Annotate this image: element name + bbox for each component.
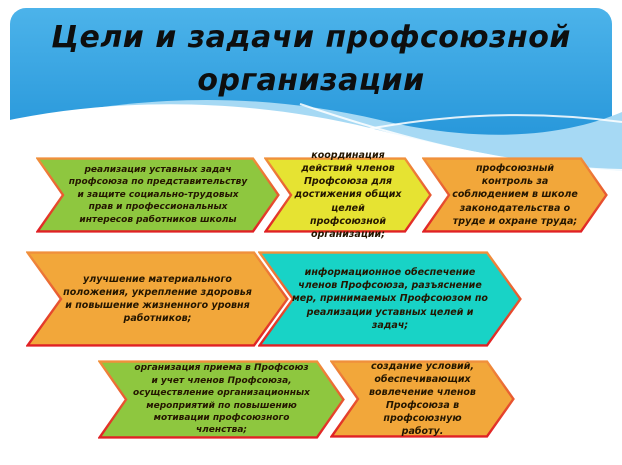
- goal-arrow-wellbeing: [26, 251, 289, 347]
- slide-title-line-2: организации: [197, 63, 425, 98]
- goal-arrow-labor-control: [422, 157, 608, 233]
- goal-arrow-information: [258, 251, 522, 347]
- goal-arrow-text: информационное обеспечение членов Профсоюза, разъяснение мер, принимаемых Профсоюзом по реализации уставных целей и задач;: [292, 267, 488, 331]
- goal-arrow-text: профсоюзный контроль за соблюдением в школе законодательства о труде и охране труда;: [452, 163, 578, 227]
- goal-arrow-text: улучшение материального положения, укрепление здоровья и повышение жизненного уровня работников;: [63, 273, 252, 325]
- goal-arrow-membership: [98, 360, 345, 439]
- goal-arrow-text: организация приема в Профсоюз и учет членов Профсоюза, осуществление организационных мероприятий по повышению мотивации профсоюзного членства;: [133, 363, 310, 436]
- goal-arrow-text: координация действий членов Профсоюза для достижения общих целей профсоюзной организации;: [294, 150, 402, 240]
- goal-arrow-text: реализация уставных задач профсоюза по представительству и защите социально-трудовых прав и профессиональных интересов работников школы: [68, 164, 248, 225]
- goal-arrow-text: создание условий, обеспечивающих вовлечение членов Профсоюза в профсоюзную работу.: [369, 360, 476, 438]
- goal-arrow-statutory-tasks: [36, 157, 280, 233]
- slide-title-line-1: Цели и задачи профсоюзной: [51, 20, 571, 55]
- goal-arrow-coordination: [264, 150, 432, 240]
- goal-arrow-involvement: [330, 360, 515, 438]
- slide-title: [30, 16, 592, 102]
